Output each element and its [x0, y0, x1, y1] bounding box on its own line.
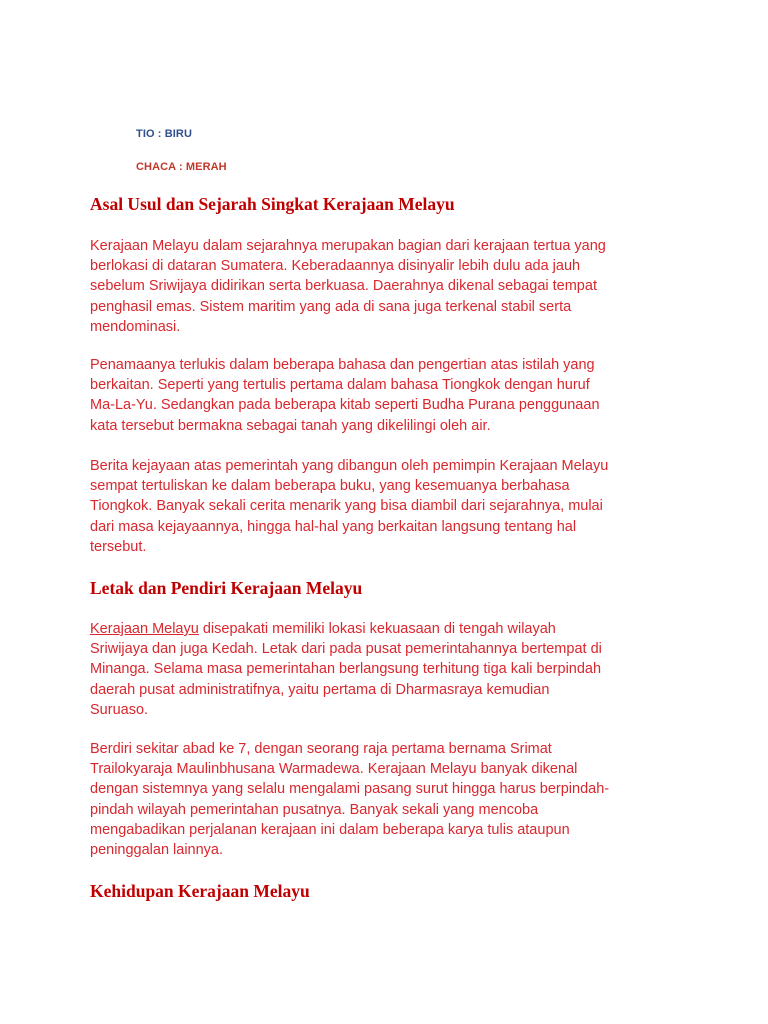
text-line: peninggalan lainnya. — [90, 842, 224, 859]
text-line: mengabadikan perjalanan kerajaan ini dalam beberapa karya tulis ataupun — [90, 821, 570, 838]
text-line: mendominasi. — [90, 318, 181, 335]
text-fragment: disepakati memiliki lokasi kekuasaan di tengah wilayah — [198, 621, 556, 637]
text-line: Suruaso. — [90, 701, 149, 718]
text-line: Berdiri sekitar abad ke 7, dengan seorang raja pertama bernama Srimat — [90, 741, 552, 757]
text-line: Kerajaan Melayu dalam sejarahnya merupakan bagian dari kerajaan tertua yang — [90, 238, 606, 254]
text-line — [90, 619, 690, 639]
text-line: berkaitan. Seperti yang tertulis pertama dalam bahasa Tiongkok dengan huruf — [90, 377, 590, 394]
text-line: Trailokyaraja Maulinbhusana Warmadewa. Kerajaan Melayu banyak dikenal — [90, 761, 578, 778]
heading-asal-usul: Asal Usul dan Sejarah Singkat Kerajaan Melayu — [90, 194, 455, 214]
paragraph-letak-2 — [90, 739, 690, 860]
text-line: dengan sistemnya yang selalu mengalami pasang surut hingga harus berpindah- — [90, 781, 610, 798]
text-line: sebelum Sriwijaya didirikan serta berkuasa. Daerahnya dikenal sebagai tempat — [90, 278, 597, 295]
heading-kehidupan: Kehidupan Kerajaan Melayu — [90, 881, 310, 901]
text-line: daerah pusat administratifnya, yaitu pertama di Dharmasraya kemudian — [90, 681, 550, 698]
text-line: pindah wilayah pemerintahan pusatnya. Banyak sekali yang mencoba — [90, 801, 539, 818]
text-line: tersebut. — [90, 538, 147, 555]
text-line: Sriwijaya dan juga Kedah. Letak dari pada pusat pemerintahannya bertempat di — [90, 641, 602, 658]
paragraph-asal-usul-2 — [90, 355, 690, 436]
text-line: berlokasi di dataran Sumatera. Keberadaannya disinyalir lebih dulu ada jauh — [90, 258, 581, 275]
paragraph-letak-1 — [90, 619, 690, 720]
text-line: sempat tertuliskan ke dalam beberapa buku, yang kesemuanya berbahasa — [90, 478, 570, 495]
text-line: penghasil emas. Sistem maritim yang ada di sana juga terkenal stabil serta — [90, 298, 572, 315]
text-line: Berita kejayaan atas pemerintah yang dibangun oleh pemimpin Kerajaan Melayu — [90, 458, 609, 474]
paragraph-asal-usul-3 — [90, 456, 690, 557]
text-line: Minanga. Selama masa pemerintahan berlangsung terhitung tiga kali berpindah — [90, 661, 602, 678]
heading-letak-pendiri: Letak dan Pendiri Kerajaan Melayu — [90, 578, 363, 598]
author-label-chaca: CHACA : MERAH — [136, 161, 227, 173]
text-line: kata tersebut bermakna sebagai tanah yang dikelilingi oleh air. — [90, 417, 491, 434]
paragraph-asal-usul-1 — [90, 236, 690, 337]
author-label-tio: TIO : BIRU — [136, 128, 192, 140]
text-line: Ma-La-Yu. Sedangkan pada beberapa kitab seperti Budha Purana penggunaan — [90, 397, 600, 414]
text-line: dari masa kejayaannya, hingga hal-hal yang berkaitan langsung tentang hal — [90, 518, 577, 535]
text-line: Penamaanya terlukis dalam beberapa bahasa dan pengertian atas istilah yang — [90, 357, 595, 373]
text-line: Tiongkok. Banyak sekali cerita menarik yang bisa diambil dari sejarahnya, mulai — [90, 498, 603, 515]
kerajaan-melayu-link[interactable]: Kerajaan Melayu — [90, 621, 199, 637]
